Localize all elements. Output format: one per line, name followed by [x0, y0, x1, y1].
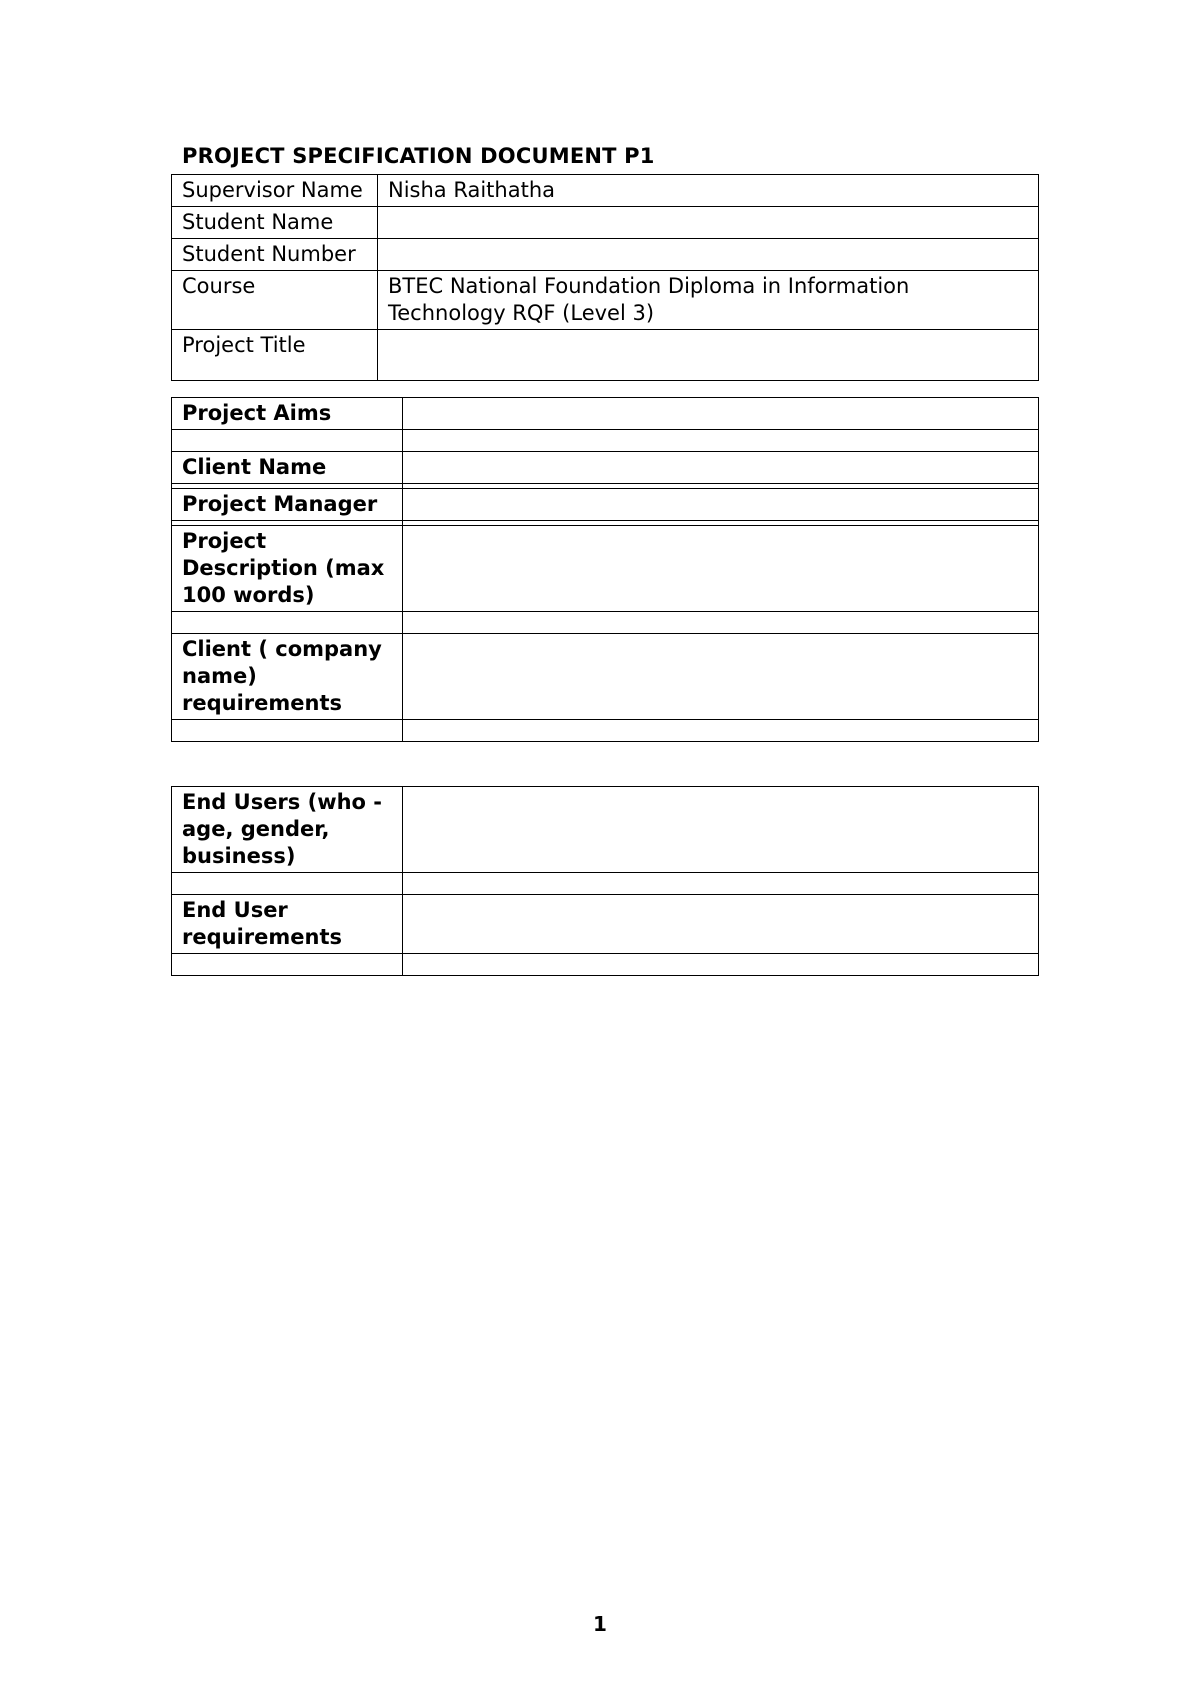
table-row — [172, 720, 1039, 742]
table-row — [172, 489, 1039, 521]
project-aims-label: Project Aims — [172, 398, 403, 430]
table-row — [172, 430, 1039, 452]
table-row — [172, 239, 1039, 271]
table-row — [172, 271, 1039, 330]
client-name-field[interactable] — [403, 452, 1039, 484]
client-requirements-label: Client ( company name) requirements — [172, 634, 403, 720]
course-value[interactable]: BTEC National Foundation Diploma in Information Technology RQF (Level 3) — [378, 271, 1039, 330]
course-label: Course — [172, 271, 378, 330]
student-details-table — [171, 174, 1039, 381]
page-number: 1 — [593, 1612, 607, 1636]
end-users-field[interactable] — [403, 787, 1039, 873]
project-aims-field[interactable] — [403, 398, 1039, 430]
supervisor-value[interactable]: Nisha Raithatha — [378, 175, 1039, 207]
project-manager-label: Project Manager — [172, 489, 403, 521]
student-number-label: Student Number — [172, 239, 378, 271]
table-row — [172, 612, 1039, 634]
project-description-field[interactable] — [403, 526, 1039, 612]
project-info-table — [171, 397, 1039, 742]
end-users-label: End Users (who - age, gender, business) — [172, 787, 403, 873]
table-row — [172, 175, 1039, 207]
table-row — [172, 634, 1039, 720]
table-row — [172, 895, 1039, 954]
table-row — [172, 207, 1039, 239]
table-row — [172, 873, 1039, 895]
end-users-table — [171, 786, 1039, 976]
table-row — [172, 526, 1039, 612]
client-requirements-field[interactable] — [403, 634, 1039, 720]
table-row — [172, 398, 1039, 430]
supervisor-label: Supervisor Name — [172, 175, 378, 207]
student-name-label: Student Name — [172, 207, 378, 239]
student-name-field[interactable] — [378, 207, 1039, 239]
table-row — [172, 452, 1039, 484]
table-row — [172, 954, 1039, 976]
project-description-label: Project Description (max 100 words) — [172, 526, 403, 612]
table-row — [172, 787, 1039, 873]
project-manager-field[interactable] — [403, 489, 1039, 521]
end-user-requirements-label: End User requirements — [172, 895, 403, 954]
table-row — [172, 330, 1039, 381]
end-user-requirements-field[interactable] — [403, 895, 1039, 954]
project-title-field[interactable] — [378, 330, 1039, 381]
client-name-label: Client Name — [172, 452, 403, 484]
document-title: PROJECT SPECIFICATION DOCUMENT P1 — [182, 144, 655, 168]
project-title-label: Project Title — [172, 330, 378, 381]
student-number-field[interactable] — [378, 239, 1039, 271]
